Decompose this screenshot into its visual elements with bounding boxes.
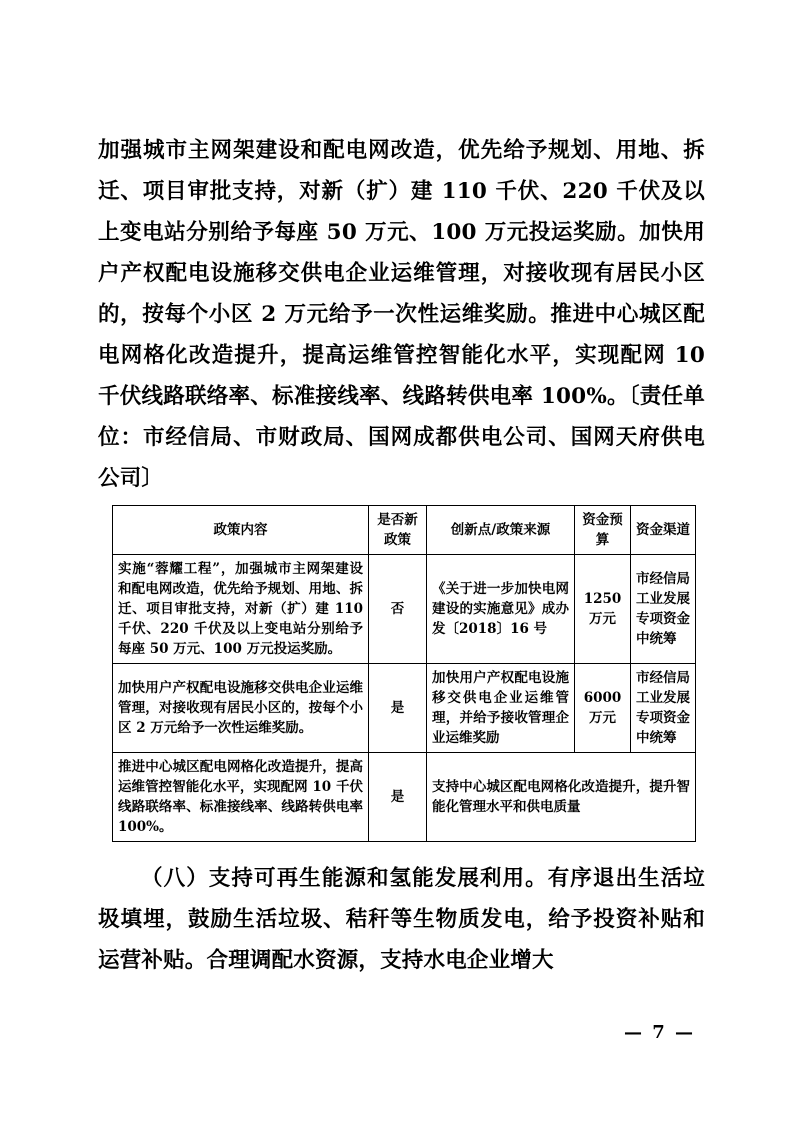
header-budget: 资金预算 <box>575 506 631 555</box>
cell-budget: 6000 万元 <box>575 664 631 753</box>
policy-table-wrapper <box>112 505 699 842</box>
paragraph-section-eight: （八）支持可再生能源和氢能发展利用。有序退出生活垃圾填埋，鼓励生活垃圾、秸秆等生物质发电，给予投资补贴和运营补贴。合理调配水资源，支持水电企业增大 <box>98 866 705 973</box>
cell-funding-channel: 市经信局工业发展专项资金中统筹 <box>631 664 696 753</box>
table-row <box>113 664 696 753</box>
paragraph-main: 加强城市主网架建设和配电网改造，优先给予规划、用地、拆迁、项目审批支持，对新（扩）建 110 千伏、220 千伏及以上变电站分别给予每座 50 万元、100 万元投运奖励。加快用户产权配电设施移交供电企业运维管理，对接收现有居民小区的，按每个小区 2 万元给予一次性运维奖励。推进中心城区配电网格化改造提升，提高运维管控智能化水平，实现配网 10 千伏线路联络率、标准接线率、线路转供电率 100%。〔责任单位：市经信局、市财政局、国网成都供电公司、国网天府供电公司〕 <box>98 138 705 491</box>
policy-table <box>112 505 696 842</box>
header-is-new-policy: 是否新政策 <box>369 506 427 555</box>
cell-budget: 1250 万元 <box>575 555 631 664</box>
header-innovation-source: 创新点/政策来源 <box>427 506 575 555</box>
table-row <box>113 753 696 842</box>
cell-is-new-policy: 否 <box>369 555 427 664</box>
cell-innovation-source: 支持中心城区配电网格化改造提升，提升智能化管理水平和供电质量 <box>427 753 696 842</box>
table-header-row <box>113 506 696 555</box>
cell-is-new-policy: 是 <box>369 664 427 753</box>
page-number: — 7 — <box>623 1022 695 1043</box>
cell-funding-channel: 市经信局工业发展专项资金中统筹 <box>631 555 696 664</box>
cell-innovation-source: 《关于进一步加快电网建设的实施意见》成办发〔2018〕16 号 <box>427 555 575 664</box>
header-funding-channel: 资金渠道 <box>631 506 696 555</box>
cell-policy-content: 实施“蓉耀工程”，加强城市主网架建设和配电网改造，优先给予规划、用地、拆迁、项目审批支持，对新（扩）建 110 千伏、220 千伏及以上变电站分别给予每座 50 万元、100 万元投运奖励。 <box>113 555 369 664</box>
cell-innovation-source: 加快用户产权配电设施移交供电企业运维管理，并给予接收管理企业运维奖励 <box>427 664 575 753</box>
table-header <box>113 506 696 555</box>
table-row <box>113 555 696 664</box>
cell-is-new-policy: 是 <box>369 753 427 842</box>
header-policy-content: 政策内容 <box>113 506 369 555</box>
cell-policy-content: 加快用户产权配电设施移交供电企业运维管理，对接收现有居民小区的，按每个小区 2 万元给予一次性运维奖励。 <box>113 664 369 753</box>
table-body <box>113 555 696 842</box>
cell-policy-content: 推进中心城区配电网格化改造提升，提高运维管控智能化水平，实现配网 10 千伏线路联络率、标准接线率、线路转供电率 100%。 <box>113 753 369 842</box>
